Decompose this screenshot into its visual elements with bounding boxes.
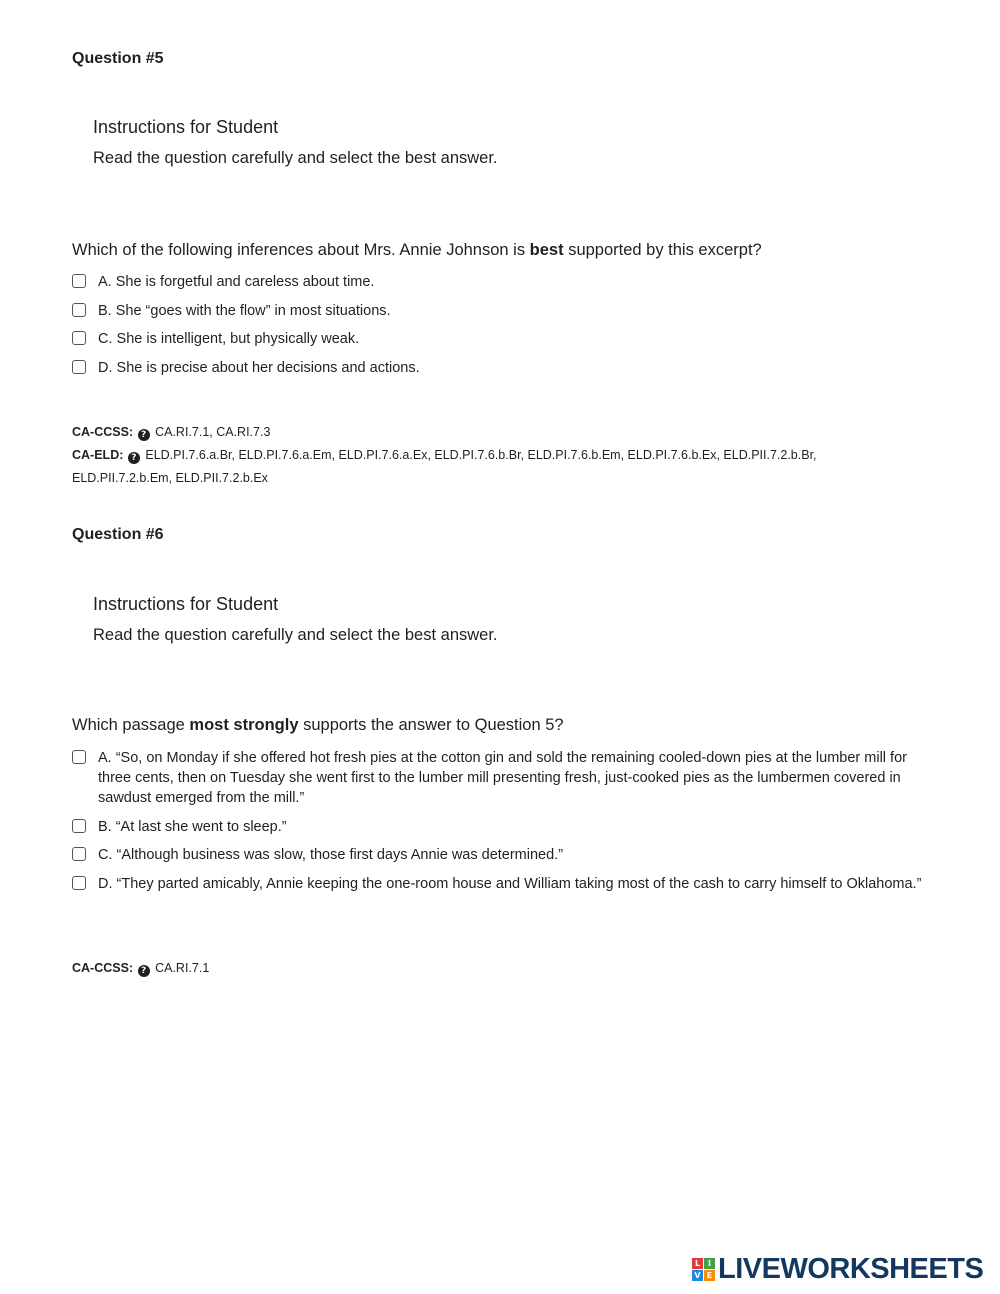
eld-label: CA-ELD: bbox=[72, 448, 124, 462]
logo-letter: L bbox=[692, 1258, 703, 1269]
logo-letter: I bbox=[704, 1258, 715, 1269]
checkbox[interactable] bbox=[72, 819, 86, 833]
question-6-choices bbox=[72, 748, 932, 902]
ccss-standards bbox=[72, 957, 902, 980]
choice-label: A. She is forgetful and careless about time. bbox=[98, 274, 375, 290]
ccss-value: CA.RI.7.1 bbox=[155, 961, 210, 975]
answer-choice-a[interactable] bbox=[72, 272, 932, 292]
question-6-instructions-title: Instructions for Student bbox=[93, 594, 279, 614]
ccss-standards bbox=[72, 421, 902, 444]
choice-label: B. She “goes with the flow” in most situations. bbox=[98, 302, 391, 319]
checkbox[interactable] bbox=[72, 274, 86, 288]
ccss-label: CA-CCSS: bbox=[72, 425, 134, 439]
ccss-value: CA.RI.7.1, CA.RI.7.3 bbox=[155, 425, 271, 439]
prompt-emphasis: most strongly bbox=[189, 716, 299, 734]
question-6-standards bbox=[72, 957, 902, 980]
choice-label: B. “At last she went to sleep.” bbox=[98, 818, 287, 835]
prompt-text: supports the answer to Question 5? bbox=[298, 716, 564, 734]
question-5-standards bbox=[72, 421, 902, 490]
answer-choice-c[interactable] bbox=[72, 845, 932, 865]
checkbox[interactable] bbox=[72, 876, 86, 890]
checkbox[interactable] bbox=[72, 331, 86, 345]
prompt-text: Which passage bbox=[72, 716, 190, 734]
choice-label: C. “Although business was slow, those first days Annie was determined.” bbox=[98, 847, 564, 863]
answer-choice-d[interactable] bbox=[72, 874, 932, 894]
checkbox[interactable] bbox=[72, 750, 86, 764]
choice-label: D. “They parted amicably, Annie keeping the one-room house and William taking most of the cash to carry himself to Oklahoma.” bbox=[98, 875, 922, 892]
answer-choice-a[interactable] bbox=[72, 748, 932, 808]
question-6-instructions-text: Read the question carefully and select the best answer. bbox=[93, 626, 498, 644]
logo-letter: E bbox=[704, 1270, 715, 1281]
liveworksheets-logo bbox=[692, 1254, 983, 1284]
question-5-heading: Question #5 bbox=[72, 50, 164, 67]
logo-text: LIVEWORKSHEETS bbox=[718, 1252, 984, 1285]
choice-label: A. “So, on Monday if she offered hot fresh pies at the cotton gin and sold the remaining cooled-down pies at the lumber mill for three cents, then on Tuesday she went first to the lumber mill presenting fresh, just-cooked pies as the lumbermen covered in sawdust emerged from the mill.” bbox=[98, 750, 907, 806]
question-5-instructions-text: Read the question carefully and select the best answer. bbox=[93, 149, 498, 167]
help-circle-icon[interactable]: ? bbox=[138, 965, 150, 977]
choice-label: C. She is intelligent, but physically weak. bbox=[98, 331, 360, 347]
help-circle-icon[interactable]: ? bbox=[128, 452, 140, 464]
choice-label: D. She is precise about her decisions and actions. bbox=[98, 359, 420, 376]
checkbox[interactable] bbox=[72, 847, 86, 861]
question-5-instructions-title: Instructions for Student bbox=[93, 117, 279, 137]
help-circle-icon[interactable]: ? bbox=[138, 429, 150, 441]
prompt-text: Which of the following inferences about Mrs. Annie Johnson is bbox=[72, 241, 530, 259]
prompt-emphasis: best bbox=[529, 241, 564, 259]
answer-choice-b[interactable] bbox=[72, 817, 932, 837]
live-logo-mark bbox=[692, 1258, 715, 1281]
question-6-prompt bbox=[72, 716, 952, 735]
checkbox[interactable] bbox=[72, 360, 86, 374]
question-5-prompt bbox=[72, 241, 952, 260]
answer-choice-d[interactable] bbox=[72, 358, 932, 378]
ccss-label: CA-CCSS: bbox=[72, 961, 134, 975]
checkbox[interactable] bbox=[72, 303, 86, 317]
eld-standards bbox=[72, 444, 902, 490]
answer-choice-b[interactable] bbox=[72, 301, 932, 321]
answer-choice-c[interactable] bbox=[72, 329, 932, 349]
question-5-choices bbox=[72, 272, 932, 386]
question-6-heading: Question #6 bbox=[72, 526, 164, 543]
eld-value: ELD.PI.7.6.a.Br, ELD.PI.7.6.a.Em, ELD.PI.7.6.a.Ex, ELD.PI.7.6.b.Br, ELD.PI.7.6.b.Em, ELD.PI.7.6.b.Ex, ELD.PII.7.2.b.Br, ELD.PII.7.2.b.Em, ELD.PII.7.2.b.Ex bbox=[72, 448, 817, 485]
prompt-text: supported by this excerpt? bbox=[563, 241, 762, 259]
logo-letter: V bbox=[692, 1270, 703, 1281]
